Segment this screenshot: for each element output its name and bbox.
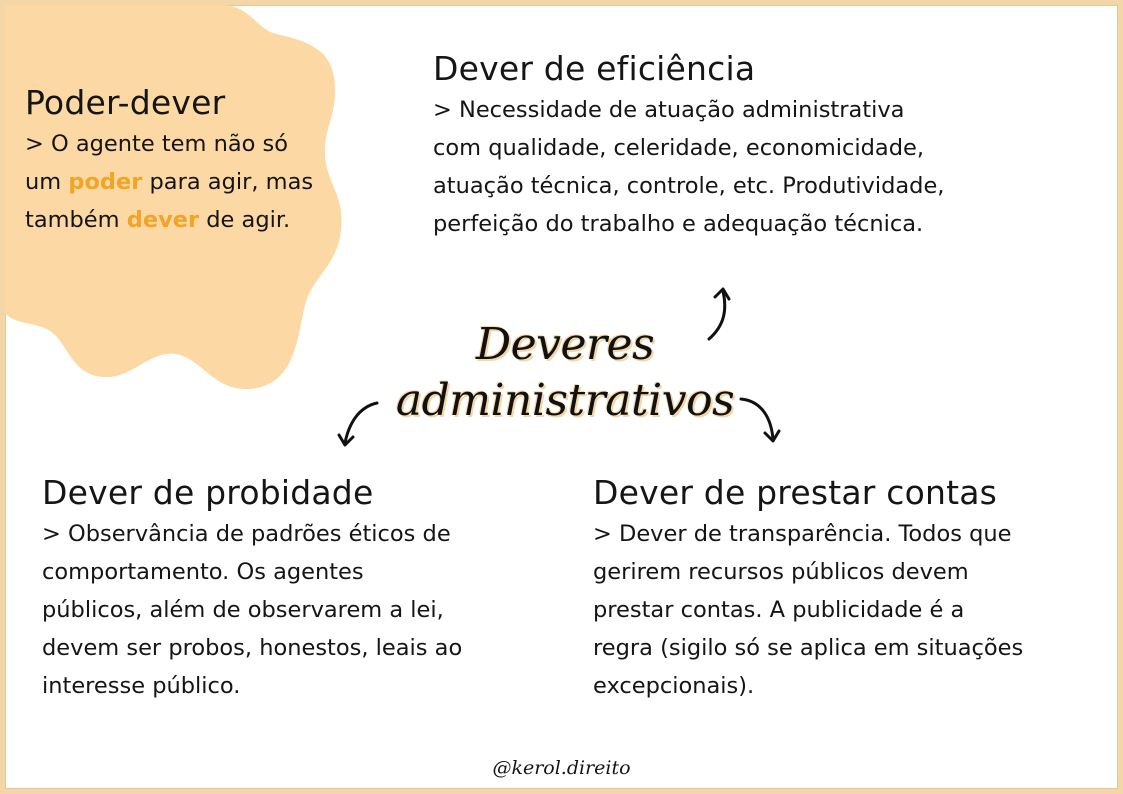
arrow-up-icon [703, 281, 739, 347]
prestar-contas-title: Dever de prestar contas [593, 473, 998, 512]
eficiencia-line: > Necessidade de atuação administrativa [433, 96, 905, 123]
poder-dever-text-b: para agir, mas também [25, 168, 314, 233]
author-handle: @kerol.direito [492, 757, 631, 779]
probidade-line: devem ser probos, honestos, leais ao [42, 634, 463, 661]
prestar-contas-block [593, 475, 1108, 705]
poder-dever-title: Poder-dever [25, 83, 226, 122]
probidade-line: interesse público. [42, 672, 241, 699]
poder-dever-text [25, 125, 325, 239]
arrow-down-left-icon [333, 395, 385, 453]
prestar-contas-line: regra (sigilo só se aplica em situações [593, 634, 1024, 661]
probidade-line: públicos, além de observarem a lei, [42, 596, 444, 623]
prestar-contas-line: gerirem recursos públicos devem [593, 558, 969, 585]
eficiencia-line: atuação técnica, controle, etc. Produtividade, [433, 172, 945, 199]
probidade-title: Dever de probidade [42, 473, 374, 512]
dever-highlight: dever [126, 206, 200, 233]
poder-dever-block [25, 85, 325, 239]
arrow-down-right-icon [737, 393, 789, 449]
eficiencia-title: Dever de eficiência [433, 49, 756, 88]
eficiencia-line: com qualidade, celeridade, economicidade, [433, 134, 924, 161]
poder-highlight: poder [68, 168, 143, 195]
center-title-line1: Deveres [475, 319, 655, 370]
eficiencia-line: perfeição do trabalho e adequação técnica. [433, 210, 924, 237]
probidade-block [42, 475, 562, 705]
prestar-contas-line: excepcionais). [593, 672, 755, 699]
eficiencia-block [433, 51, 1073, 243]
probidade-line: comportamento. Os agentes [42, 558, 364, 585]
prestar-contas-line: prestar contas. A publicidade é a [593, 596, 965, 623]
center-title-line2: administrativos [395, 375, 735, 426]
poder-dever-text-c: de agir. [199, 206, 291, 233]
poder-dever-text-a: > O agente tem não só um [25, 130, 289, 195]
card [5, 5, 1118, 789]
probidade-line: > Observância de padrões éticos de [42, 520, 451, 547]
prestar-contas-line: > Dever de transparência. Todos que [593, 520, 1012, 547]
center-title [375, 317, 755, 429]
